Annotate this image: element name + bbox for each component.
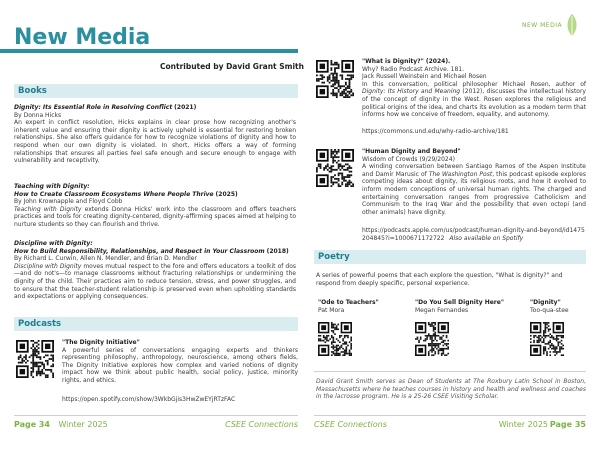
- podcast-source: Wisdom of Crowds (9/29/2024): [362, 155, 455, 163]
- page-label: Page: [14, 420, 37, 429]
- book-title-line2: How to Create Classroom Ecosystems Where People Thrive: [14, 190, 214, 198]
- podcast-desc-pub: The Washington Post: [428, 170, 493, 178]
- qr-code-do-you-sell-dignity[interactable]: [415, 322, 449, 356]
- book-description: An expert in conflict resolution, Hicks explains in clear prose how recognizing another's inherent value and ensuring their dignity is actively upheld is essential for restoring broken relationships. She also offers guidance for how to recognize violations of dignity and how to respond when our own dignity is violated. In short, Hicks offers a way of forming relationships that ensures all parties feel safe enough and secure enough to engage with vulnerability and receptivity.: [14, 119, 296, 165]
- page-number: 35: [574, 420, 586, 429]
- podcast-desc-b: , this podcast episode explores competing ideas about dignity, its religious roots, and how it evolved to inform modern conceptions of universal human rights. The charged and entertaining conversation ranges from progressive Catholicism and Communism to the Iraq War and the possibility that even octopi (and other animals) have dignity.: [362, 170, 586, 216]
- qr-code-human-dignity[interactable]: [316, 149, 354, 187]
- podcast-title: "What is Dignity?" (2024).: [362, 58, 451, 65]
- footer-left: [14, 420, 298, 430]
- poetry-intro: A series of powerful poems that each explore the question, "What is dignity?" and respond from deeply specific, personal experience.: [316, 272, 563, 287]
- podcast-url[interactable]: https://open.spotify.com/show/3WkbGjis3HwZwEYjRTzFAC: [62, 396, 236, 403]
- footer-divider-right: [314, 415, 586, 416]
- poetry-heading: Poetry: [314, 250, 586, 264]
- book-2: [14, 183, 296, 229]
- footer-divider-left: [14, 415, 298, 416]
- book-title-line1: Discipline with Dignity:: [14, 240, 93, 247]
- podcast-title: "The Dignity Initiative": [62, 339, 140, 346]
- book-description: moves mutual respect to the fore and offers educators a toolkit of dos—and do not's—to manage classrooms without fracturing relationships or undermining the dignity of the child. Their practices aim to reduce tension, stress, and power struggles, and to ensure that the teacher-student relationship is preserved even when upholding standards and expectations or applying consequences.: [14, 262, 297, 301]
- book-year: (2018): [266, 247, 289, 255]
- podcast-human-dignity: [362, 148, 586, 216]
- book-author: By Richard L. Curwin, Allen N. Mendler, and Brian D. Mendler: [14, 255, 197, 263]
- book-title-line1: Teaching with Dignity:: [14, 183, 90, 190]
- book-year: (2025): [215, 190, 238, 198]
- book-desc-lead: Teaching with Dignity: [14, 205, 82, 213]
- book-title-line2: How to Build Responsibility, Relationships, and Respect in Your Classroom: [14, 247, 265, 255]
- qr-code-dignity-poem[interactable]: [530, 322, 564, 356]
- leaf-logo-icon: [565, 13, 579, 41]
- publication-name: CSEE Connections: [314, 420, 387, 429]
- books-heading: Books: [14, 84, 298, 98]
- podcast-source: Why? Radio Podcast Archive. 181.: [362, 65, 465, 73]
- poem-title: "Ode to Teachers": [318, 299, 379, 306]
- podcast-desc-a: A winding conversation between Santiago Ramos of the Aspen Institute and Damir Marusic of: [362, 163, 586, 178]
- author-bio: David Grant Smith serves as Dean of Students at The Roxbury Latin School in Boston, Massachusetts where he teaches courses in history and health and wellness and coaches in the lacrosse program. He is a 25-26 CSEE Visiting Scholar.: [316, 378, 586, 401]
- poem-author: Too-qua-stee: [530, 306, 569, 314]
- podcast-dignity-initiative: [62, 339, 298, 385]
- book-author: By Donna Hicks: [14, 111, 62, 119]
- poem-author: Pat Mora: [318, 306, 345, 314]
- issue-date: Winter 2025: [498, 420, 548, 429]
- poem-author: Megan Fernandes: [415, 306, 469, 314]
- byline: Contributed by David Grant Smith: [160, 62, 304, 71]
- book-description: extends Donna Hicks' work into the classroom and offers teachers practices and tools for creating dignity-centered, dignity-affirming spaces aimed at helping to nurture students so they can flourish and thrive.: [14, 205, 296, 228]
- qr-code-what-is-dignity[interactable]: [316, 60, 354, 98]
- page-title: New Media: [14, 25, 151, 50]
- publication-name: CSEE Connections: [225, 420, 298, 429]
- poem-title: "Dignity": [530, 299, 561, 306]
- bio-divider: [314, 371, 586, 372]
- podcast-description: A powerful series of conversations engaging experts and thinkers representing philosophy, anthropology, neuroscience, among others fields, The Dignity Initiative explores how complex and varied notions of dignity impact how we think about public health, social policy, justice, minority rights, and ethics.: [62, 346, 298, 384]
- podcast-url[interactable]: https://commons.und.edu/why-radio-archive/181: [362, 128, 509, 135]
- poem-title: "Do You Sell Dignity Here": [415, 299, 504, 306]
- podcast-desc-a: In this conversation, political philosopher Michael Rosen, author of: [362, 80, 586, 88]
- podcasts-heading: Podcasts: [14, 317, 298, 331]
- podcast-title: "Human Dignity and Beyond": [362, 148, 461, 155]
- podcast-url[interactable]: https://podcasts.apple.com/us/podcast/human-dignity-and-beyond/id1475204845?i=1000671172722: [362, 227, 585, 242]
- podcast-desc-book: Dignity: Its History and Meaning: [362, 88, 461, 96]
- qr-code-ode-to-teachers[interactable]: [318, 322, 352, 356]
- book-title: Dignity: Its Essential Role in Resolving Conflict: [14, 104, 173, 111]
- poem-2: [415, 299, 515, 314]
- poem-3: [530, 299, 590, 314]
- issue-date: Winter 2025: [58, 420, 108, 429]
- footer-right: [314, 420, 586, 430]
- also-available: Also available on Spotify: [449, 234, 524, 242]
- podcast-url-block: [362, 227, 586, 242]
- podcast-hosts: Jack Russell Weinstein and Michael Rosen: [362, 73, 487, 81]
- book-year: (2021): [174, 104, 197, 111]
- book-author: By John Krownapple and Floyd Cobb: [14, 198, 123, 206]
- podcast-desc-b: (2012), discusses the intellectual history of the concept of dignity in the West. Rosen explores the religious and political origins of the idea, and charts its evolution as a modern term that informs how we conceive of freedom, equality, and autonomy.: [362, 88, 586, 119]
- page-label: Page: [549, 420, 573, 429]
- qr-code-dignity-initiative[interactable]: [16, 340, 54, 378]
- header-label: NEW MEDIA: [522, 22, 563, 29]
- poem-1: [318, 299, 398, 314]
- book-desc-lead: Discipline with Dignity: [14, 262, 82, 270]
- podcast-what-is-dignity: [362, 58, 586, 119]
- book-1: [14, 104, 296, 165]
- book-3: [14, 240, 296, 301]
- page-number: 34: [38, 420, 50, 429]
